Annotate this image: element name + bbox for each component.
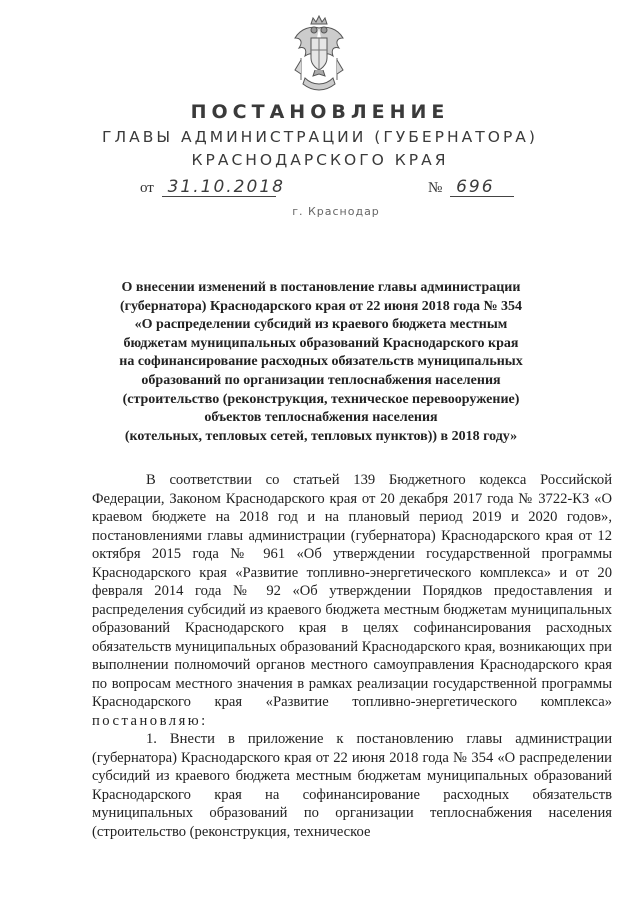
- document-type-heading: ПОСТАНОВЛЕНИЕ: [190, 101, 450, 123]
- document-number: 696: [450, 178, 514, 197]
- title-line: бюджетам муниципальных образований Краснодарского края: [123, 335, 519, 351]
- body-paragraph-item1: 1. Внести в приложение к постановлению главы администрации (губернатора) Краснодарского края от 22 июня 2018 года № 354 «О распределении субсидий из краевого бюджета местным бюджетам муниципальных образований Краснодарского края на софинансирование расходных обязательств муниципальных образований по организации теплоснабжения населения (строительство (реконструкция, техническое: [92, 731, 612, 840]
- title-line: на софинансирование расходных обязательств муниципальных: [119, 354, 523, 370]
- krasnodar-coat-of-arms-icon: [291, 14, 347, 94]
- document-city: г. Краснодар: [292, 205, 380, 218]
- document-body: [92, 471, 612, 841]
- title-line: образований по организации теплоснабжения населения: [141, 372, 501, 388]
- body-paragraph-preamble: [92, 471, 612, 730]
- preamble-text: В соответствии со статьей 139 Бюджетного кодекса Российской Федерации, Законом Краснодарского края от 20 декабря 2017 года № 3722-КЗ «О краевом бюджете на 2018 год и на плановый период 2019 и 2020 годов», постановлениями главы администрации (губернатора) Краснодарского края от 12 октября 2015 года № 961 «Об утверждении государственной программы Краснодарского края «Развитие топливно-энергетического комплекса» и от 20 февраля 2014 года № 92 «Об утверждении Порядков предоставления и распределения субсидий из краевого бюджета местным бюджетам муниципальных образований Краснодарского края в целях софинансирования расходных обязательств муниципальных образований Краснодарского края, возникающих при выполнении полномочий органов местного самоуправления Краснодарского края по вопросам местного значения в рамках реализации государственной программы Краснодарского края «Развитие топливно-энергетического комплекса»: [92, 472, 612, 710]
- title-line: объектов теплоснабжения населения: [204, 410, 438, 426]
- decree-word: постановляю:: [92, 712, 208, 729]
- document-date-row: [140, 177, 285, 197]
- date-prefix: от: [140, 180, 154, 196]
- document-title: [90, 279, 552, 446]
- issuer-heading-line2: КРАСНОДАРСКОГО КРАЯ: [191, 151, 449, 169]
- title-line: «О распределении субсидий из краевого бюджета местным: [134, 317, 508, 333]
- title-line: (губернатора) Краснодарского края от 22 июня 2018 года № 354: [119, 298, 523, 314]
- title-line: (котельных, тепловых сетей, тепловых пунктов)) в 2018 году»: [124, 428, 518, 444]
- document-date: 31.10.2018: [162, 178, 276, 197]
- document-number-row: [428, 178, 514, 197]
- number-prefix: №: [428, 180, 443, 196]
- title-line: (строительство (реконструкция, техническое перевооружение): [122, 391, 520, 407]
- issuer-heading-line1: ГЛАВЫ АДМИНИСТРАЦИИ (ГУБЕРНАТОРА): [102, 128, 538, 146]
- title-line: О внесении изменений в постановление главы администрации: [121, 280, 521, 295]
